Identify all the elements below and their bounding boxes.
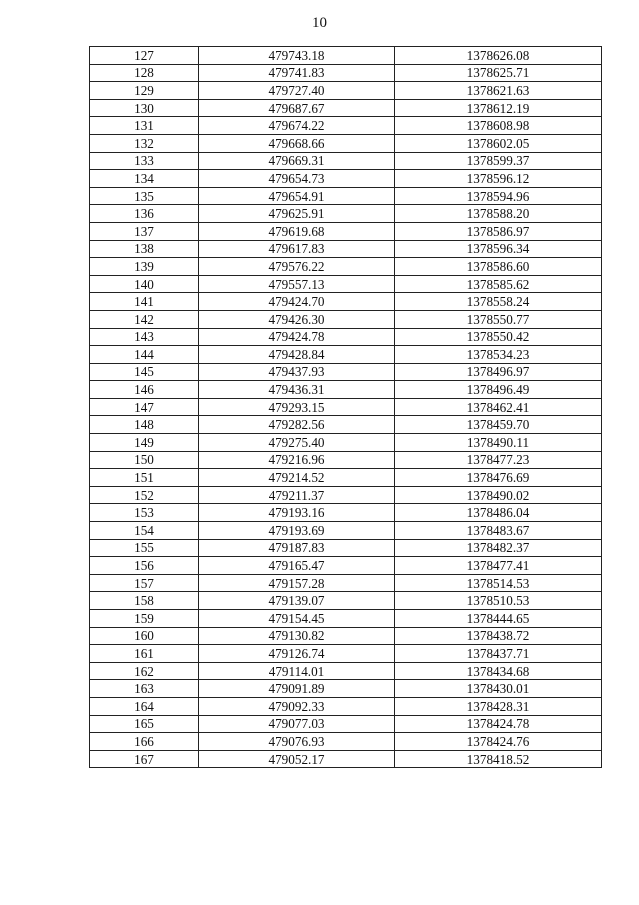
x-coordinate-cell: 479743.18 [199,47,395,65]
y-coordinate-cell: 1378490.11 [395,434,602,452]
table-row [90,469,602,487]
y-coordinate-cell: 1378621.63 [395,82,602,100]
point-number-cell: 167 [90,750,199,768]
y-coordinate-cell: 1378626.08 [395,47,602,65]
y-coordinate-cell: 1378483.67 [395,522,602,540]
x-coordinate-cell: 479576.22 [199,258,395,276]
point-number-cell: 162 [90,662,199,680]
x-coordinate-cell: 479114.01 [199,662,395,680]
point-number-cell: 154 [90,522,199,540]
table-row [90,416,602,434]
point-number-cell: 137 [90,222,199,240]
point-number-cell: 152 [90,486,199,504]
x-coordinate-cell: 479214.52 [199,469,395,487]
y-coordinate-cell: 1378482.37 [395,539,602,557]
table-row [90,750,602,768]
x-coordinate-cell: 479669.31 [199,152,395,170]
y-coordinate-cell: 1378596.12 [395,170,602,188]
point-number-cell: 148 [90,416,199,434]
x-coordinate-cell: 479187.83 [199,539,395,557]
y-coordinate-cell: 1378434.68 [395,662,602,680]
table-row [90,363,602,381]
y-coordinate-cell: 1378496.49 [395,381,602,399]
x-coordinate-cell: 479654.91 [199,187,395,205]
y-coordinate-cell: 1378477.41 [395,557,602,575]
table-row [90,557,602,575]
point-number-cell: 159 [90,610,199,628]
x-coordinate-cell: 479436.31 [199,381,395,399]
coordinates-table [89,46,602,768]
point-number-cell: 130 [90,99,199,117]
table-row [90,134,602,152]
x-coordinate-cell: 479557.13 [199,275,395,293]
x-coordinate-cell: 479617.83 [199,240,395,258]
y-coordinate-cell: 1378596.34 [395,240,602,258]
table-row [90,240,602,258]
x-coordinate-cell: 479687.67 [199,99,395,117]
table-row [90,486,602,504]
y-coordinate-cell: 1378534.23 [395,346,602,364]
table-row [90,539,602,557]
table-row [90,574,602,592]
point-number-cell: 166 [90,733,199,751]
point-number-cell: 150 [90,451,199,469]
y-coordinate-cell: 1378612.19 [395,99,602,117]
point-number-cell: 147 [90,398,199,416]
table-row [90,82,602,100]
point-number-cell: 161 [90,645,199,663]
x-coordinate-cell: 479211.37 [199,486,395,504]
x-coordinate-cell: 479275.40 [199,434,395,452]
x-coordinate-cell: 479130.82 [199,627,395,645]
y-coordinate-cell: 1378418.52 [395,750,602,768]
table-row [90,715,602,733]
point-number-cell: 158 [90,592,199,610]
table-row [90,662,602,680]
x-coordinate-cell: 479091.89 [199,680,395,698]
table-row [90,170,602,188]
x-coordinate-cell: 479426.30 [199,310,395,328]
y-coordinate-cell: 1378588.20 [395,205,602,223]
y-coordinate-cell: 1378438.72 [395,627,602,645]
table-row [90,592,602,610]
point-number-cell: 143 [90,328,199,346]
y-coordinate-cell: 1378459.70 [395,416,602,434]
table-row [90,522,602,540]
x-coordinate-cell: 479052.17 [199,750,395,768]
y-coordinate-cell: 1378510.53 [395,592,602,610]
x-coordinate-cell: 479165.47 [199,557,395,575]
y-coordinate-cell: 1378558.24 [395,293,602,311]
table-row [90,610,602,628]
y-coordinate-cell: 1378476.69 [395,469,602,487]
table-row [90,293,602,311]
point-number-cell: 156 [90,557,199,575]
y-coordinate-cell: 1378486.04 [395,504,602,522]
point-number-cell: 144 [90,346,199,364]
table-row [90,187,602,205]
table-row [90,645,602,663]
point-number-cell: 132 [90,134,199,152]
x-coordinate-cell: 479193.16 [199,504,395,522]
x-coordinate-cell: 479193.69 [199,522,395,540]
table-row [90,627,602,645]
x-coordinate-cell: 479428.84 [199,346,395,364]
point-number-cell: 153 [90,504,199,522]
table-row [90,275,602,293]
x-coordinate-cell: 479619.68 [199,222,395,240]
x-coordinate-cell: 479727.40 [199,82,395,100]
point-number-cell: 127 [90,47,199,65]
y-coordinate-cell: 1378424.76 [395,733,602,751]
x-coordinate-cell: 479126.74 [199,645,395,663]
y-coordinate-cell: 1378550.77 [395,310,602,328]
point-number-cell: 142 [90,310,199,328]
x-coordinate-cell: 479157.28 [199,574,395,592]
point-number-cell: 145 [90,363,199,381]
x-coordinate-cell: 479077.03 [199,715,395,733]
x-coordinate-cell: 479668.66 [199,134,395,152]
table-row [90,310,602,328]
x-coordinate-cell: 479674.22 [199,117,395,135]
y-coordinate-cell: 1378586.97 [395,222,602,240]
point-number-cell: 141 [90,293,199,311]
x-coordinate-cell: 479741.83 [199,64,395,82]
table-row [90,222,602,240]
table-row [90,258,602,276]
table-row [90,328,602,346]
point-number-cell: 164 [90,697,199,715]
x-coordinate-cell: 479076.93 [199,733,395,751]
table-row [90,697,602,715]
table-row [90,680,602,698]
x-coordinate-cell: 479424.78 [199,328,395,346]
y-coordinate-cell: 1378608.98 [395,117,602,135]
y-coordinate-cell: 1378585.62 [395,275,602,293]
table-row [90,205,602,223]
table-row [90,117,602,135]
y-coordinate-cell: 1378550.42 [395,328,602,346]
table-row [90,381,602,399]
point-number-cell: 155 [90,539,199,557]
y-coordinate-cell: 1378490.02 [395,486,602,504]
point-number-cell: 139 [90,258,199,276]
table-row [90,99,602,117]
point-number-cell: 134 [90,170,199,188]
y-coordinate-cell: 1378586.60 [395,258,602,276]
point-number-cell: 133 [90,152,199,170]
x-coordinate-cell: 479154.45 [199,610,395,628]
point-number-cell: 140 [90,275,199,293]
table-row [90,504,602,522]
x-coordinate-cell: 479625.91 [199,205,395,223]
y-coordinate-cell: 1378496.97 [395,363,602,381]
point-number-cell: 163 [90,680,199,698]
point-number-cell: 138 [90,240,199,258]
page-number: 10 [312,15,327,31]
point-number-cell: 146 [90,381,199,399]
y-coordinate-cell: 1378428.31 [395,697,602,715]
x-coordinate-cell: 479437.93 [199,363,395,381]
point-number-cell: 151 [90,469,199,487]
point-number-cell: 160 [90,627,199,645]
table-row [90,152,602,170]
x-coordinate-cell: 479654.73 [199,170,395,188]
point-number-cell: 157 [90,574,199,592]
table-row [90,451,602,469]
y-coordinate-cell: 1378437.71 [395,645,602,663]
y-coordinate-cell: 1378430.01 [395,680,602,698]
y-coordinate-cell: 1378514.53 [395,574,602,592]
point-number-cell: 165 [90,715,199,733]
y-coordinate-cell: 1378594.96 [395,187,602,205]
point-number-cell: 149 [90,434,199,452]
x-coordinate-cell: 479139.07 [199,592,395,610]
x-coordinate-cell: 479424.70 [199,293,395,311]
y-coordinate-cell: 1378599.37 [395,152,602,170]
y-coordinate-cell: 1378625.71 [395,64,602,82]
x-coordinate-cell: 479293.15 [199,398,395,416]
coordinates-table-body [90,47,602,768]
point-number-cell: 129 [90,82,199,100]
y-coordinate-cell: 1378444.65 [395,610,602,628]
table-row [90,398,602,416]
point-number-cell: 135 [90,187,199,205]
y-coordinate-cell: 1378477.23 [395,451,602,469]
y-coordinate-cell: 1378602.05 [395,134,602,152]
table-row [90,47,602,65]
y-coordinate-cell: 1378424.78 [395,715,602,733]
x-coordinate-cell: 479092.33 [199,697,395,715]
table-row [90,434,602,452]
table-row [90,733,602,751]
y-coordinate-cell: 1378462.41 [395,398,602,416]
table-row [90,346,602,364]
point-number-cell: 128 [90,64,199,82]
point-number-cell: 136 [90,205,199,223]
table-row [90,64,602,82]
point-number-cell: 131 [90,117,199,135]
x-coordinate-cell: 479216.96 [199,451,395,469]
x-coordinate-cell: 479282.56 [199,416,395,434]
